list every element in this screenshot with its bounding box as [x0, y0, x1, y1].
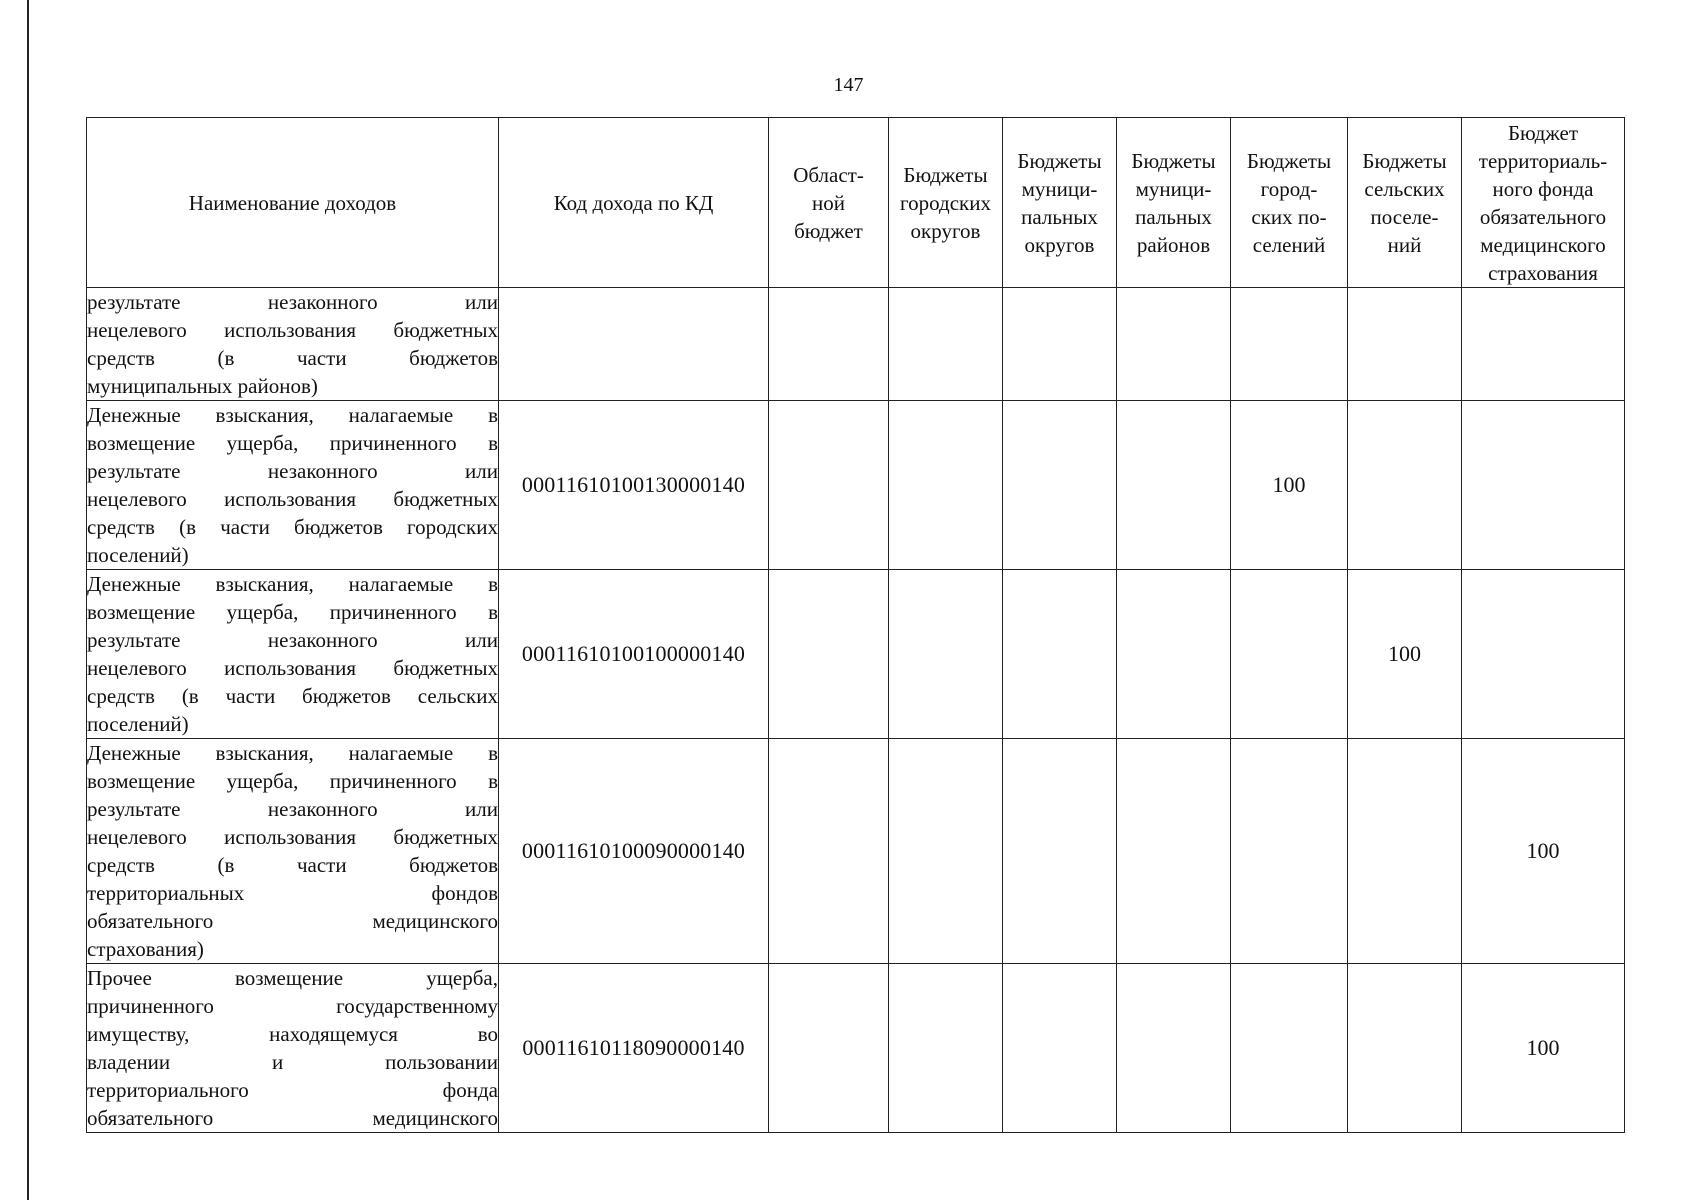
- header-line: округов: [910, 218, 981, 243]
- value-urban-settlements: [1231, 288, 1348, 401]
- value-urban-settlements: [1231, 739, 1348, 964]
- header-line: селений: [1252, 232, 1326, 257]
- row-name-line: поселений): [87, 712, 189, 736]
- header-line: муници-: [1021, 176, 1098, 201]
- header-line: территориаль-: [1478, 148, 1608, 173]
- header-name: [87, 118, 499, 288]
- header-line: бюджет: [794, 218, 863, 243]
- value-urban-settlements: [1231, 570, 1348, 739]
- revenue-distribution-table: [86, 117, 1625, 1133]
- header-rural-settlements: [1348, 118, 1462, 288]
- header-line: страхования: [1488, 260, 1598, 285]
- row-name-line: средств (в части бюджетов: [87, 853, 498, 877]
- value-rural-settlements: 100: [1348, 570, 1462, 739]
- row-name-line: средств (в части бюджетов: [87, 346, 498, 370]
- header-oblast: [769, 118, 889, 288]
- header-line: ного фонда: [1492, 176, 1594, 201]
- binding-margin-line: [27, 0, 29, 1200]
- value-urban-settlements: [1231, 964, 1348, 1133]
- header-line: медицинского: [1480, 232, 1606, 257]
- row-name-line: причиненного государственному: [87, 994, 498, 1018]
- value-tfoms: [1462, 288, 1625, 401]
- table-row: [87, 288, 1625, 401]
- value-municipal-okrugs: [1003, 739, 1117, 964]
- value-municipal-okrugs: [1003, 288, 1117, 401]
- header-municipal-okrugs: [1003, 118, 1117, 288]
- value-city-districts: [889, 288, 1003, 401]
- row-name-line: результате незаконного или: [87, 628, 498, 652]
- row-name-line: нецелевого использования бюджетных: [87, 487, 498, 511]
- row-name-line: поселений): [87, 543, 189, 567]
- header-tfoms: [1462, 118, 1625, 288]
- row-name-cell: [87, 964, 499, 1133]
- header-line: округов: [1024, 232, 1095, 257]
- value-city-districts: [889, 964, 1003, 1133]
- header-urban-settlements: [1231, 118, 1348, 288]
- row-code-cell: 00011610100090000140: [499, 739, 769, 964]
- row-name-line: Денежные взыскания, налагаемые в: [87, 741, 498, 765]
- row-name-line: средств (в части бюджетов городских: [87, 515, 498, 539]
- value-tfoms: [1462, 570, 1625, 739]
- value-municipal-rayons: [1117, 288, 1231, 401]
- header-line: пальных: [1021, 204, 1098, 229]
- value-oblast: [769, 401, 889, 570]
- value-city-districts: [889, 401, 1003, 570]
- page-number: 147: [833, 74, 864, 96]
- header-line: ний: [1387, 232, 1422, 257]
- value-municipal-rayons: [1117, 401, 1231, 570]
- row-name-line: средств (в части бюджетов сельских: [87, 684, 498, 708]
- row-name-line: возмещение ущерба, причиненного в: [87, 600, 498, 624]
- header-line: Бюджеты: [1362, 148, 1447, 173]
- value-municipal-rayons: [1117, 739, 1231, 964]
- value-city-districts: [889, 570, 1003, 739]
- value-tfoms: 100: [1462, 964, 1625, 1133]
- value-city-districts: [889, 739, 1003, 964]
- row-code-cell: 00011610118090000140: [499, 964, 769, 1133]
- value-municipal-rayons: [1117, 964, 1231, 1133]
- value-rural-settlements: [1348, 739, 1462, 964]
- header-code-text: Код дохода по КД: [553, 190, 714, 215]
- table-row: [87, 570, 1625, 739]
- value-urban-settlements: 100: [1231, 401, 1348, 570]
- header-line: Бюджеты: [1017, 148, 1102, 173]
- header-line: районов: [1136, 232, 1211, 257]
- row-name-line: муниципальных районов): [87, 374, 318, 398]
- row-name-line: страхования): [87, 937, 204, 961]
- header-line: Бюджеты: [1131, 148, 1216, 173]
- row-name-line: владении и пользовании: [87, 1050, 498, 1074]
- header-line: город-: [1260, 176, 1318, 201]
- header-name-text: Наименование доходов: [188, 190, 397, 215]
- row-code-cell: 00011610100100000140: [499, 570, 769, 739]
- value-municipal-okrugs: [1003, 570, 1117, 739]
- row-name-line: обязательного медицинского: [87, 1106, 498, 1130]
- header-line: Бюджеты: [1246, 148, 1332, 173]
- header-line: ских по-: [1251, 204, 1327, 229]
- value-tfoms: [1462, 401, 1625, 570]
- row-name-line: нецелевого использования бюджетных: [87, 656, 498, 680]
- header-city-districts: [889, 118, 1003, 288]
- header-line: Област-: [793, 162, 864, 187]
- row-name-line: нецелевого использования бюджетных: [87, 318, 498, 342]
- header-line: пальных: [1135, 204, 1212, 229]
- value-oblast: [769, 570, 889, 739]
- row-name-line: результате незаконного или: [87, 797, 498, 821]
- table-row: [87, 964, 1625, 1133]
- row-name-line: результате незаконного или: [87, 290, 498, 314]
- value-oblast: [769, 288, 889, 401]
- value-municipal-okrugs: [1003, 401, 1117, 570]
- value-rural-settlements: [1348, 401, 1462, 570]
- header-line: Бюджет: [1507, 120, 1579, 145]
- row-name-cell: [87, 288, 499, 401]
- header-line: сельских: [1364, 176, 1445, 201]
- row-name-line: Денежные взыскания, налагаемые в: [87, 403, 498, 427]
- row-name-cell: [87, 739, 499, 964]
- header-row: [87, 118, 1625, 288]
- header-line: Бюджеты: [903, 162, 988, 187]
- header-line: городских: [900, 190, 991, 215]
- value-tfoms: 100: [1462, 739, 1625, 964]
- row-code-cell: [499, 288, 769, 401]
- value-rural-settlements: [1348, 964, 1462, 1133]
- row-code-cell: 00011610100130000140: [499, 401, 769, 570]
- header-line: муници-: [1135, 176, 1212, 201]
- row-name-line: обязательного медицинского: [87, 909, 498, 933]
- row-name-line: Прочее возмещение ущерба,: [87, 966, 498, 990]
- row-name-cell: [87, 401, 499, 570]
- value-oblast: [769, 739, 889, 964]
- row-name-line: результате незаконного или: [87, 459, 498, 483]
- row-name-line: Денежные взыскания, налагаемые в: [87, 572, 498, 596]
- row-name-cell: [87, 570, 499, 739]
- row-name-line: имуществу, находящемуся во: [87, 1022, 498, 1046]
- value-oblast: [769, 964, 889, 1133]
- header-line: ной: [812, 190, 845, 215]
- row-name-line: нецелевого использования бюджетных: [87, 825, 498, 849]
- table-row: [87, 739, 1625, 964]
- header-code: [499, 118, 769, 288]
- row-name-line: возмещение ущерба, причиненного в: [87, 769, 498, 793]
- row-name-line: территориального фонда: [87, 1078, 498, 1102]
- value-municipal-okrugs: [1003, 964, 1117, 1133]
- row-name-line: территориальных фондов: [87, 881, 498, 905]
- value-municipal-rayons: [1117, 570, 1231, 739]
- value-rural-settlements: [1348, 288, 1462, 401]
- table-row: [87, 401, 1625, 570]
- header-line: поселе-: [1370, 204, 1439, 229]
- row-name-line: возмещение ущерба, причиненного в: [87, 431, 498, 455]
- header-line: обязательного: [1479, 204, 1607, 229]
- header-municipal-rayons: [1117, 118, 1231, 288]
